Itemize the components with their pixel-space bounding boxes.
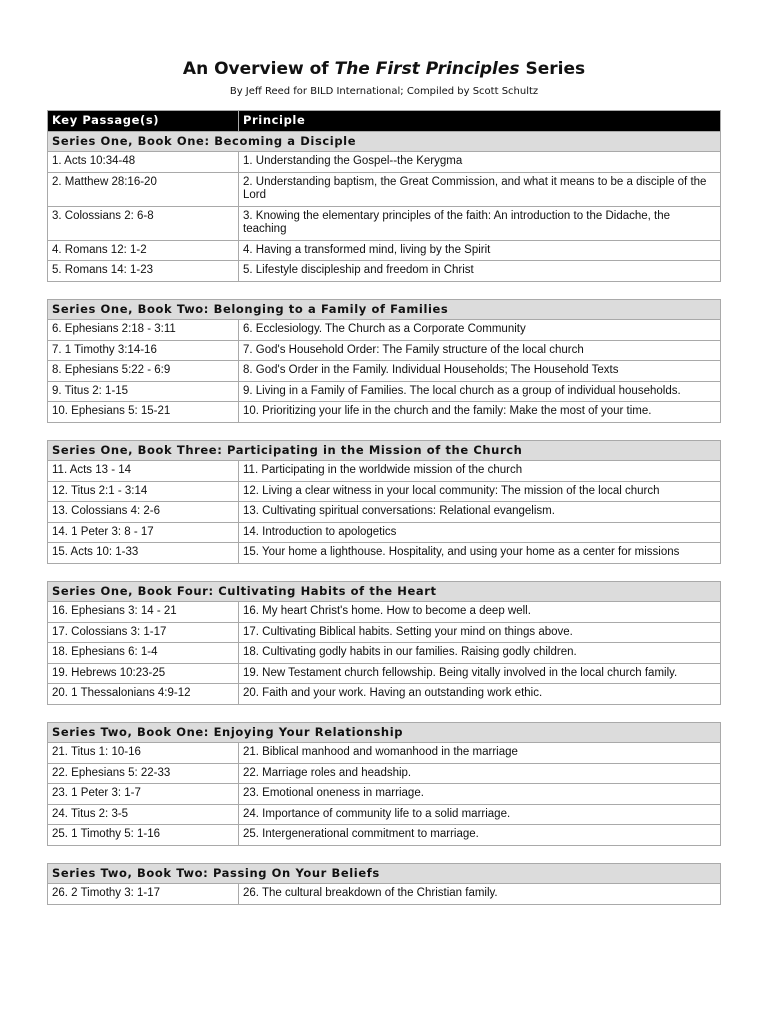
section-title-row bbox=[48, 299, 721, 320]
principle-cell: 1. Understanding the Gospel--the Kerygma bbox=[239, 152, 721, 173]
key-passage-cell: 3. Colossians 2: 6-8 bbox=[48, 206, 239, 240]
section-title-row bbox=[48, 581, 721, 602]
key-passage-cell: 12. Titus 2:1 - 3:14 bbox=[48, 481, 239, 502]
table-row bbox=[48, 543, 721, 564]
key-passage-cell: 22. Ephesians 5: 22-33 bbox=[48, 763, 239, 784]
principle-cell: 6. Ecclesiology. The Church as a Corporate Community bbox=[239, 320, 721, 341]
table-row bbox=[48, 784, 721, 805]
column-header-principle: Principle bbox=[239, 111, 721, 132]
key-passage-cell: 11. Acts 13 - 14 bbox=[48, 461, 239, 482]
key-passage-cell: 8. Ephesians 5:22 - 6:9 bbox=[48, 361, 239, 382]
key-passage-cell: 10. Ephesians 5: 15-21 bbox=[48, 402, 239, 423]
section-table bbox=[47, 863, 721, 905]
table-row bbox=[48, 361, 721, 382]
principle-cell: 12. Living a clear witness in your local community: The mission of the local church bbox=[239, 481, 721, 502]
table-row bbox=[48, 206, 721, 240]
table-row bbox=[48, 684, 721, 705]
section-title: Series Two, Book One: Enjoying Your Relationship bbox=[48, 722, 721, 743]
column-header-row bbox=[48, 111, 721, 132]
table-row bbox=[48, 240, 721, 261]
principle-cell: 22. Marriage roles and headship. bbox=[239, 763, 721, 784]
principle-cell: 4. Having a transformed mind, living by the Spirit bbox=[239, 240, 721, 261]
table-row bbox=[48, 522, 721, 543]
principle-cell: 13. Cultivating spiritual conversations: Relational evangelism. bbox=[239, 502, 721, 523]
table-row bbox=[48, 804, 721, 825]
key-passage-cell: 16. Ephesians 3: 14 - 21 bbox=[48, 602, 239, 623]
section-table bbox=[47, 440, 721, 564]
section-table bbox=[47, 722, 721, 846]
key-passage-cell: 23. 1 Peter 3: 1-7 bbox=[48, 784, 239, 805]
table-row bbox=[48, 461, 721, 482]
key-passage-cell: 15. Acts 10: 1-33 bbox=[48, 543, 239, 564]
section-table bbox=[47, 299, 721, 423]
table-row bbox=[48, 743, 721, 764]
key-passage-cell: 1. Acts 10:34-48 bbox=[48, 152, 239, 173]
section-title-row bbox=[48, 131, 721, 152]
key-passage-cell: 5. Romans 14: 1-23 bbox=[48, 261, 239, 282]
section-title-row bbox=[48, 863, 721, 884]
principle-cell: 10. Prioritizing your life in the church and the family: Make the most of your time. bbox=[239, 402, 721, 423]
principle-cell: 3. Knowing the elementary principles of the faith: An introduction to the Didache, the teaching bbox=[239, 206, 721, 240]
principle-cell: 8. God's Order in the Family. Individual Households; The Household Texts bbox=[239, 361, 721, 382]
principle-cell: 18. Cultivating godly habits in our families. Raising godly children. bbox=[239, 643, 721, 664]
key-passage-cell: 25. 1 Timothy 5: 1-16 bbox=[48, 825, 239, 846]
principle-cell: 23. Emotional oneness in marriage. bbox=[239, 784, 721, 805]
table-row bbox=[48, 502, 721, 523]
section-title: Series One, Book Three: Participating in the Mission of the Church bbox=[48, 440, 721, 461]
section-table bbox=[47, 110, 721, 282]
key-passage-cell: 24. Titus 2: 3-5 bbox=[48, 804, 239, 825]
key-passage-cell: 13. Colossians 4: 2-6 bbox=[48, 502, 239, 523]
document-title bbox=[0, 59, 768, 79]
table-row bbox=[48, 381, 721, 402]
key-passage-cell: 4. Romans 12: 1-2 bbox=[48, 240, 239, 261]
principle-cell: 25. Intergenerational commitment to marriage. bbox=[239, 825, 721, 846]
section-table bbox=[47, 581, 721, 705]
key-passage-cell: 19. Hebrews 10:23-25 bbox=[48, 663, 239, 684]
key-passage-cell: 26. 2 Timothy 3: 1-17 bbox=[48, 884, 239, 905]
title-prefix: An Overview of bbox=[182, 59, 329, 79]
key-passage-cell: 6. Ephesians 2:18 - 3:11 bbox=[48, 320, 239, 341]
principle-cell: 11. Participating in the worldwide mission of the church bbox=[239, 461, 721, 482]
title-suffix: Series bbox=[525, 59, 586, 79]
key-passage-cell: 9. Titus 2: 1-15 bbox=[48, 381, 239, 402]
table-row bbox=[48, 402, 721, 423]
section-title-row bbox=[48, 722, 721, 743]
table-row bbox=[48, 261, 721, 282]
section-title: Series One, Book One: Becoming a Disciple bbox=[48, 131, 721, 152]
section-title: Series One, Book Two: Belonging to a Family of Families bbox=[48, 299, 721, 320]
table-row bbox=[48, 663, 721, 684]
key-passage-cell: 21. Titus 1: 10-16 bbox=[48, 743, 239, 764]
section-title: Series One, Book Four: Cultivating Habits of the Heart bbox=[48, 581, 721, 602]
principle-cell: 2. Understanding baptism, the Great Commission, and what it means to be a disciple of the Lord bbox=[239, 172, 721, 206]
table-row bbox=[48, 643, 721, 664]
principle-cell: 26. The cultural breakdown of the Christian family. bbox=[239, 884, 721, 905]
principle-cell: 19. New Testament church fellowship. Being vitally involved in the local church family. bbox=[239, 663, 721, 684]
principle-cell: 17. Cultivating Biblical habits. Setting your mind on things above. bbox=[239, 622, 721, 643]
principle-cell: 9. Living in a Family of Families. The local church as a group of individual households. bbox=[239, 381, 721, 402]
section-title-row bbox=[48, 440, 721, 461]
key-passage-cell: 18. Ephesians 6: 1-4 bbox=[48, 643, 239, 664]
table-row bbox=[48, 481, 721, 502]
document-subtitle: By Jeff Reed for BILD International; Compiled by Scott Schultz bbox=[229, 86, 539, 97]
principle-cell: 24. Importance of community life to a solid marriage. bbox=[239, 804, 721, 825]
table-row bbox=[48, 340, 721, 361]
table-row bbox=[48, 172, 721, 206]
table-row bbox=[48, 152, 721, 173]
key-passage-cell: 20. 1 Thessalonians 4:9-12 bbox=[48, 684, 239, 705]
table-row bbox=[48, 602, 721, 623]
table-row bbox=[48, 884, 721, 905]
title-series-name: The First Principles bbox=[334, 59, 520, 79]
table-row bbox=[48, 825, 721, 846]
section-title: Series Two, Book Two: Passing On Your Beliefs bbox=[48, 863, 721, 884]
key-passage-cell: 14. 1 Peter 3: 8 - 17 bbox=[48, 522, 239, 543]
column-header-passage: Key Passage(s) bbox=[48, 111, 239, 132]
table-row bbox=[48, 763, 721, 784]
key-passage-cell: 17. Colossians 3: 1-17 bbox=[48, 622, 239, 643]
key-passage-cell: 2. Matthew 28:16-20 bbox=[48, 172, 239, 206]
key-passage-cell: 7. 1 Timothy 3:14-16 bbox=[48, 340, 239, 361]
table-row bbox=[48, 320, 721, 341]
principle-cell: 15. Your home a lighthouse. Hospitality, and using your home as a center for missions bbox=[239, 543, 721, 564]
principle-cell: 7. God's Household Order: The Family structure of the local church bbox=[239, 340, 721, 361]
principle-cell: 21. Biblical manhood and womanhood in the marriage bbox=[239, 743, 721, 764]
principle-cell: 5. Lifestyle discipleship and freedom in Christ bbox=[239, 261, 721, 282]
principle-cell: 16. My heart Christ's home. How to become a deep well. bbox=[239, 602, 721, 623]
overview-tables bbox=[47, 110, 720, 922]
principle-cell: 20. Faith and your work. Having an outstanding work ethic. bbox=[239, 684, 721, 705]
principle-cell: 14. Introduction to apologetics bbox=[239, 522, 721, 543]
table-row bbox=[48, 622, 721, 643]
